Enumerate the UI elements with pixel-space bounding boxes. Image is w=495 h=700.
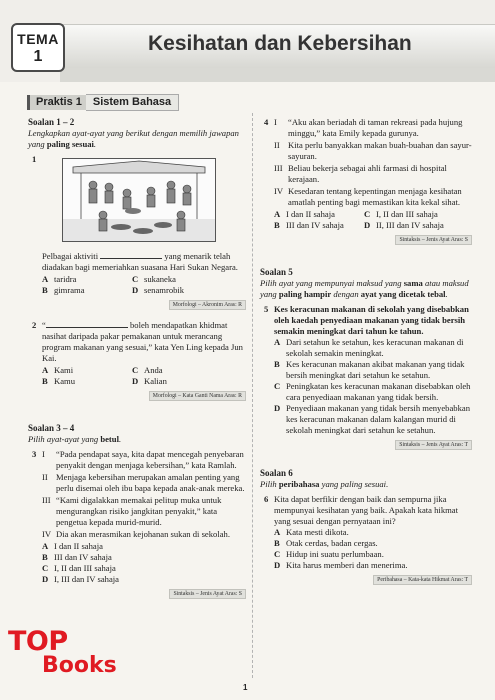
answer-options (42, 274, 246, 296)
statement-ii: II Kita perlu banyakkan makan buah-buahan dan sayur-sayuran. (274, 140, 472, 161)
praktis-label: Praktis 1 (27, 95, 86, 110)
statement-ii: II Menjaga kebersihan merupakan amalan penting yang perlu disemai oleh ibu bapa kepada anak-anak mereka. (42, 472, 245, 493)
right-column (260, 117, 472, 585)
chapter-header (0, 0, 495, 82)
logo-bottom-text: Books (42, 653, 117, 678)
question-3: 3 I “Pada pendapat saya, kita dapat mencegah penyebaran penyakit dengan menjaga kebersihan,” kata Ramlah. II Menjaga kebersihan merupakan amalan penting yang perlu disemai oleh ibu bapa kepada anak-anak mereka. III “Kami digalakkan memakai pelitup muka untuk mengurangkan risiko jangkitan penyakit,” kata pengetua kepada murid-murid. IV Dia akan merasmikan kejohanan sukan di sekolah. A I dan II sahaja B III dan IV sahaja C I, II dan III sahaja D I, III dan IV sahaja Sintaksis – Jenis Ayat Aras: S (32, 449, 245, 597)
statement-iii: III Beliau bekerja sebagai ahli farmasi di hospital kerajaan. (274, 163, 447, 184)
answer-blank (100, 258, 162, 259)
section-title: Soalan 3 – 4 (28, 423, 75, 433)
section-title: Soalan 6 (260, 468, 293, 478)
option-b: B Kes keracunan makanan akibat makanan yang tidak bersih meningkat dari setahun ke setahun. (274, 359, 465, 380)
sports-day-illustration (62, 158, 216, 242)
option-b: B Kamu (42, 376, 76, 386)
option-d: D senamrobik (132, 285, 185, 295)
section-title: Soalan 5 (260, 267, 293, 277)
question-4: 4 I “Aku akan beriadah di taman rekreasi pada hujung minggu,” kata Emily kepada gurunya. II Kita perlu banyakkan makan buah-buahan dan sayur-sayuran. III Beliau bekerja sebagai ahli farmasi di hospital kerajaan. IV Kesedaran tentang kepentingan menjaga kesihatan amatlah penting bagi memastikan kita kekal sihat. A I dan II sahaja C I, II dan III sahaja B III dan IV sahaja D II, III dan IV sahaja Sintaksis – Jenis Ayat Aras: S (264, 117, 472, 243)
option-a: A Kata mesti dikota. (274, 527, 349, 537)
topic-tag: Sintaksis – Jenis Ayat Aras: S (169, 589, 246, 599)
section-title: Soalan 1 – 2 (28, 117, 75, 127)
topbooks-logo (8, 628, 130, 690)
option-d: D Kalian (132, 376, 167, 386)
option-a: A taridra (42, 274, 77, 284)
option-c: C Peningkatan kes keracunan makanan disebabkan oleh cara penyediaan makanan yang tidak bersih. (274, 381, 471, 402)
statement-i: I “Pada pendapat saya, kita dapat mencegah penyebaran penyakit dengan menjaga kebersihan,” kata Ramlah. (42, 449, 244, 470)
left-column (28, 117, 246, 599)
question-stem: Kita dapat berfikir dengan baik dan sempurna jika mempunyai kesihatan yang baik. Apakah kata hikmat yang sesuai dengan pernyataan ini? (274, 494, 458, 526)
option-a: A Kami (42, 365, 74, 375)
section-instruction: Pilih peribahasa yang paling sesuai. (260, 479, 389, 489)
question-text: “ boleh mendapatkan khidmat nasihat daripada pakar pemakanan untuk merancang program makanan yang sesuai,” kata Yen Ling kepada Jun Kai. (42, 320, 243, 363)
question-2: 2 “ boleh mendapatkan khidmat nasihat daripada pakar pemakanan untuk merancang program makanan yang sesuai,” kata Yen Ling kepada Jun Kai. A Kami C Anda B Kamu D Kalian Morfologi – Kata Ganti Nama Aras: R (28, 320, 246, 401)
topic-tag: Sintaksis – Jenis Ayat Aras: S (395, 235, 472, 245)
option-d: D Penyediaan makanan yang tidak bersih menyebabkan kes keracunan makanan dalam kalangan murid di sekolah meningkat dari setahun ke setahun. (274, 403, 470, 435)
topic-tag: Sintaksis – Jenis Ayat Aras: T (395, 440, 472, 450)
option-c: C Anda (132, 365, 163, 375)
answer-blank (46, 327, 128, 328)
section-instruction: Pilih ayat yang mempunyai maksud yang sama atau maksud yang paling hampir dengan ayat yang dicetak tebal. (260, 278, 469, 299)
option-b: B III dan IV sahaja (42, 552, 112, 562)
option-c: C Hidup ini suatu perlumbaan. (274, 549, 384, 559)
option-c: C I, II dan III sahaja (42, 563, 116, 573)
statement-i: I “Aku akan beriadah di taman rekreasi pada hujung minggu,” kata Emily kepada gurunya. (274, 117, 463, 138)
tema-number: 1 (33, 48, 43, 65)
praktis-tab (27, 94, 179, 109)
answer-options (42, 365, 246, 387)
logo-top-text: TOP (8, 626, 68, 657)
question-text: Pelbagai aktiviti yang menarik telah diadakan bagi memeriahkan suasana Hari Sukan Negara. (42, 251, 238, 272)
option-b: B Otak cerdas, badan cergas. (274, 538, 378, 548)
topic-tag: Morfologi – Kata Ganti Nama Aras: R (149, 391, 246, 401)
option-a: A I dan II sahaja (42, 541, 103, 551)
option-b: B gimrama (42, 285, 85, 295)
section-instruction: Pilih ayat-ayat yang betul. (28, 434, 122, 444)
topic-tag: Peribahasa – Kata-kata Hikmat Aras: T (373, 575, 472, 585)
column-divider (252, 113, 253, 678)
statement-iv: IV Kesedaran tentang kepentingan menjaga kesihatan amatlah penting bagi memastikan kita kekal sihat. (274, 186, 462, 207)
section-instruction: Lengkapkan ayat-ayat yang berikut dengan memilih jawapan yang paling sesuai. (28, 128, 239, 149)
statement-iii: III “Kami digalakkan memakai pelitup muka untuk mengurangkan risiko jangkitan penyakit,” kata pengetua kepada murid-murid. (42, 495, 222, 527)
option-c: C I, II dan III sahaja (364, 209, 438, 219)
question-stem: Kes keracunan makanan di sekolah yang disebabkan oleh kaedah penyediaan makanan yang tidak bersih semakin meningkat dari tahun ke tahun. (274, 304, 469, 336)
option-a: A I dan II sahaja (274, 209, 335, 219)
topic-tag: Morfologi – Akronim Aras: R (169, 300, 246, 310)
page-number: 1 (243, 683, 248, 692)
tema-badge (11, 23, 65, 72)
option-d: D II, III dan IV sahaja (364, 220, 444, 230)
option-d: D Kita harus memberi dan menerima. (274, 560, 408, 570)
question-6: 6 Kita dapat berfikir dengan baik dan sempurna jika mempunyai kesihatan yang baik. Apakah kata hikmat yang sesuai dengan pernyataan ini? A Kata mesti dikota. B Otak cerdas, badan cergas. C Hidup ini suatu perlumbaan. D Kita harus memberi dan menerima. Peribahasa – Kata-kata Hikmat Aras: T (260, 494, 472, 585)
question-5: 5 Kes keracunan makanan di sekolah yang disebabkan oleh kaedah penyediaan makanan yang tidak bersih semakin meningkat dari tahun ke tahun. A Dari setahun ke setahun, kes keracunan makanan di sekolah semakin meningkat. B Kes keracunan makanan akibat makanan yang tidak bersih meningkat dari setahun ke setahun. C Peningkatan kes keracunan makanan disebabkan oleh cara penyediaan makanan yang tidak bersih. D Penyediaan makanan yang tidak bersih menyebabkan kes keracunan makanan dalam kalangan murid di sekolah meningkat dari setahun ke setahun. Sintaksis – Jenis Ayat Aras: T (264, 304, 471, 448)
question-1: 1 Pelbagai aktiviti yang menarik telah diadakan bagi memeriahkan suasana Hari Sukan Negara. A taridra C sukaneka B gimrama D senamrobik Morfologi – Akronim Aras: R (28, 154, 246, 310)
tema-label: TEMA (17, 31, 59, 47)
statement-iv: IV Dia akan merasmikan kejohanan sukan di sekolah. (42, 529, 230, 539)
chapter-title: Kesihatan dan Kebersihan (148, 32, 412, 55)
option-c: C sukaneka (132, 274, 176, 284)
praktis-topic: Sistem Bahasa (86, 94, 179, 111)
header-strip (60, 68, 495, 82)
option-d: D I, III dan IV sahaja (42, 574, 119, 584)
option-b: B III dan IV sahaja (274, 220, 344, 230)
option-a: A Dari setahun ke setahun, kes keracunan makanan di sekolah semakin meningkat. (274, 337, 464, 358)
answer-options (274, 209, 472, 231)
